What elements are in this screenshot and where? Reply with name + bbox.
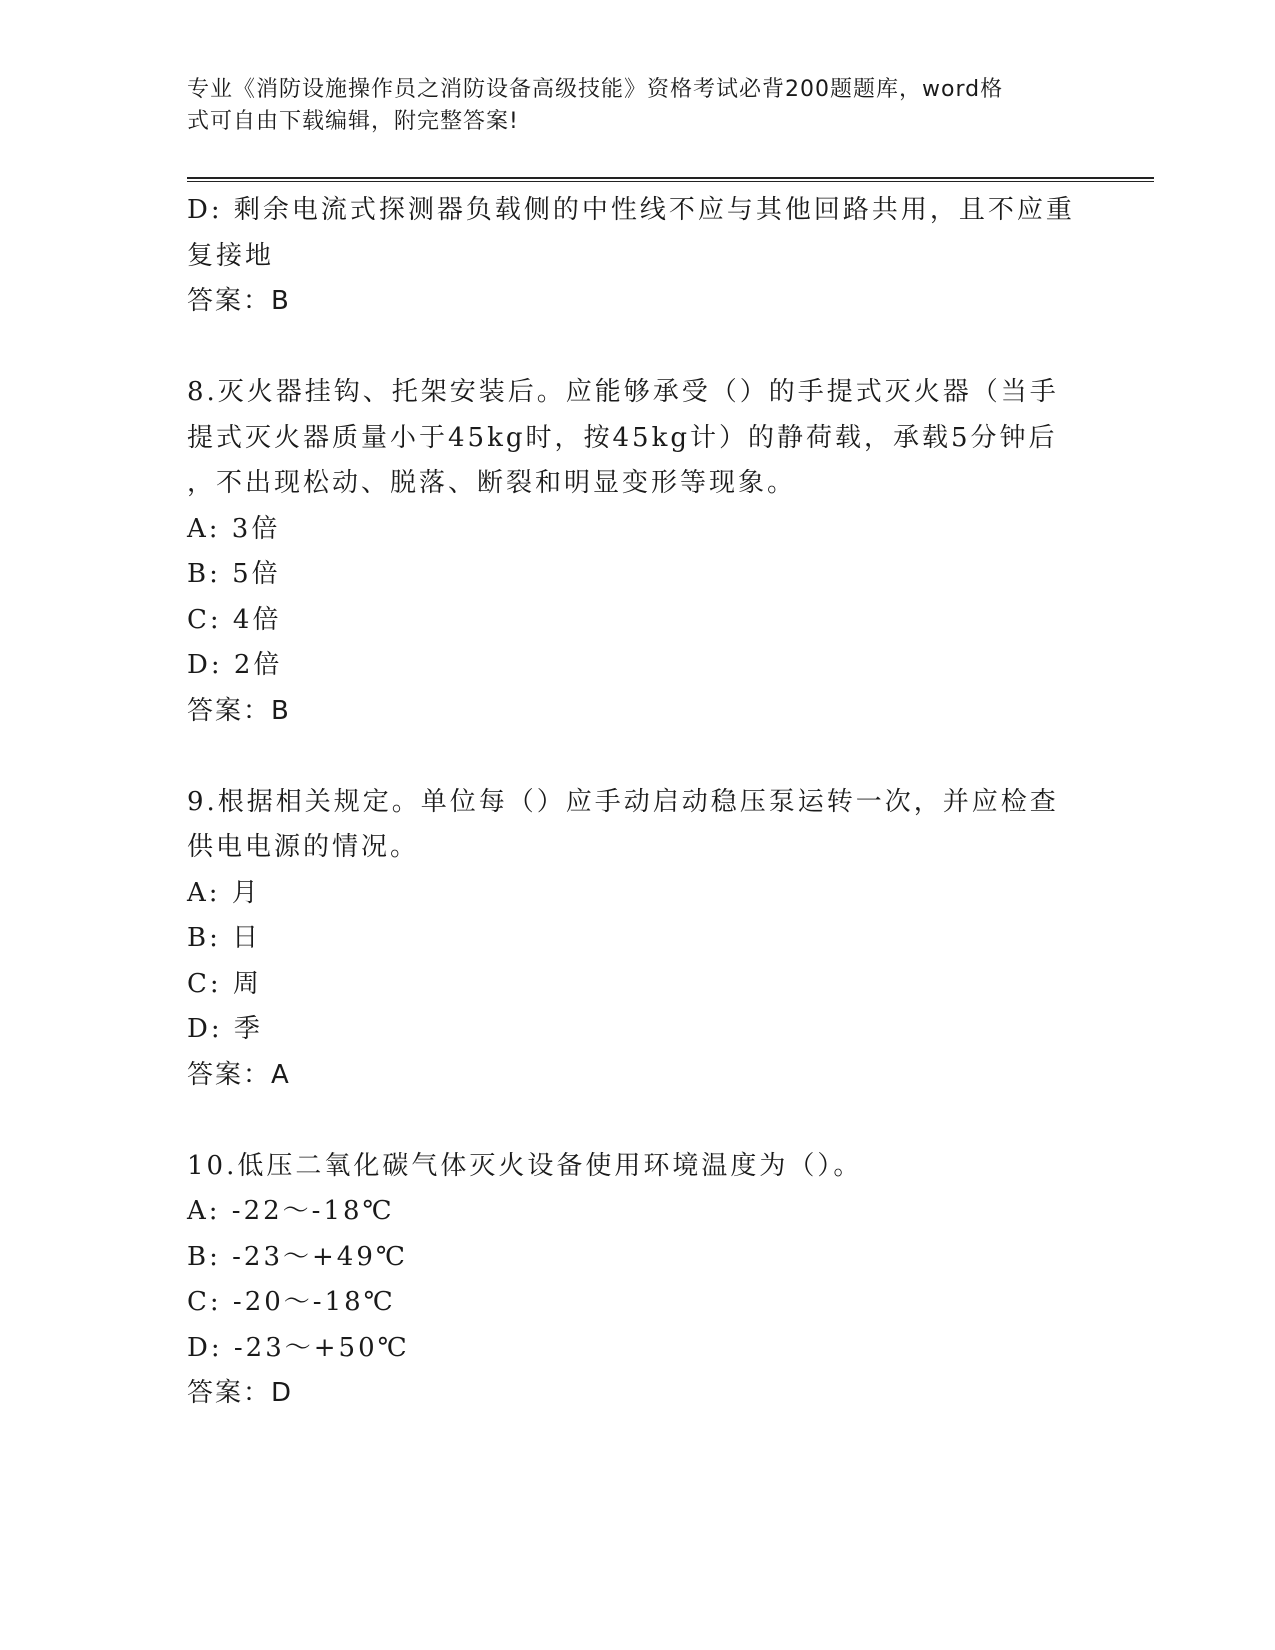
question-9 xyxy=(187,780,1077,1099)
header-line-1: 专业《消防设施操作员之消防设备高级技能》资格考试必背200题题库，word格 xyxy=(187,77,1004,102)
answer-line: 答案：D xyxy=(187,1378,294,1408)
option-b: B: 日 xyxy=(187,923,262,953)
option-c: C: -20～-18℃ xyxy=(187,1287,396,1317)
answer-line: 答案：B xyxy=(187,286,291,316)
option-a: A: 3倍 xyxy=(187,513,281,544)
header-divider xyxy=(187,177,1154,182)
question-8 xyxy=(187,370,1077,734)
question-stem-line-1: 10.低压二氧化碳气体灭火设备使用环境温度为（）。 xyxy=(187,1150,863,1181)
question-7-tail xyxy=(187,188,1077,325)
question-10 xyxy=(187,1144,1077,1417)
question-stem-line-3: ，不出现松动、脱落、断裂和明显变形等现象。 xyxy=(187,468,797,498)
option-d: D: 2倍 xyxy=(187,650,283,680)
question-stem-line-2: 供电电源的情况。 xyxy=(187,832,420,862)
option-b: B: 5倍 xyxy=(187,559,281,589)
option-a: A: -22～-18℃ xyxy=(187,1196,395,1226)
option-d: D: -23～+50℃ xyxy=(187,1332,410,1363)
spacer xyxy=(187,734,1077,780)
spacer xyxy=(187,325,1077,371)
option-d-line-2: 复接地 xyxy=(187,240,275,271)
option-a: A: 月 xyxy=(187,877,261,908)
question-stem-line-1: 8.灭火器挂钩、托架安装后。应能够承受（）的手提式灭火器（当手 xyxy=(187,377,1059,407)
answer-line: 答案：A xyxy=(187,1059,291,1090)
question-stem-line-1: 9.根据相关规定。单位每（）应手动启动稳压泵运转一次，并应检查 xyxy=(187,786,1059,817)
option-d: D: 季 xyxy=(187,1014,263,1044)
option-b: B: -23～+49℃ xyxy=(187,1241,408,1272)
question-content xyxy=(187,188,1077,1417)
answer-line: 答案：B xyxy=(187,695,291,726)
page-header xyxy=(187,74,1067,138)
option-d-line-1: D: 剩余电流式探测器负载侧的中性线不应与其他回路共用，且不应重 xyxy=(187,195,1075,225)
header-line-2: 式可自由下载编辑，附完整答案! xyxy=(187,109,519,134)
option-c: C: 4倍 xyxy=(187,604,282,635)
option-c: C: 周 xyxy=(187,968,262,999)
spacer xyxy=(187,1098,1077,1144)
question-stem-line-2: 提式灭火器质量小于45kg时，按45kg计）的静荷载，承载5分钟后 xyxy=(187,422,1058,453)
